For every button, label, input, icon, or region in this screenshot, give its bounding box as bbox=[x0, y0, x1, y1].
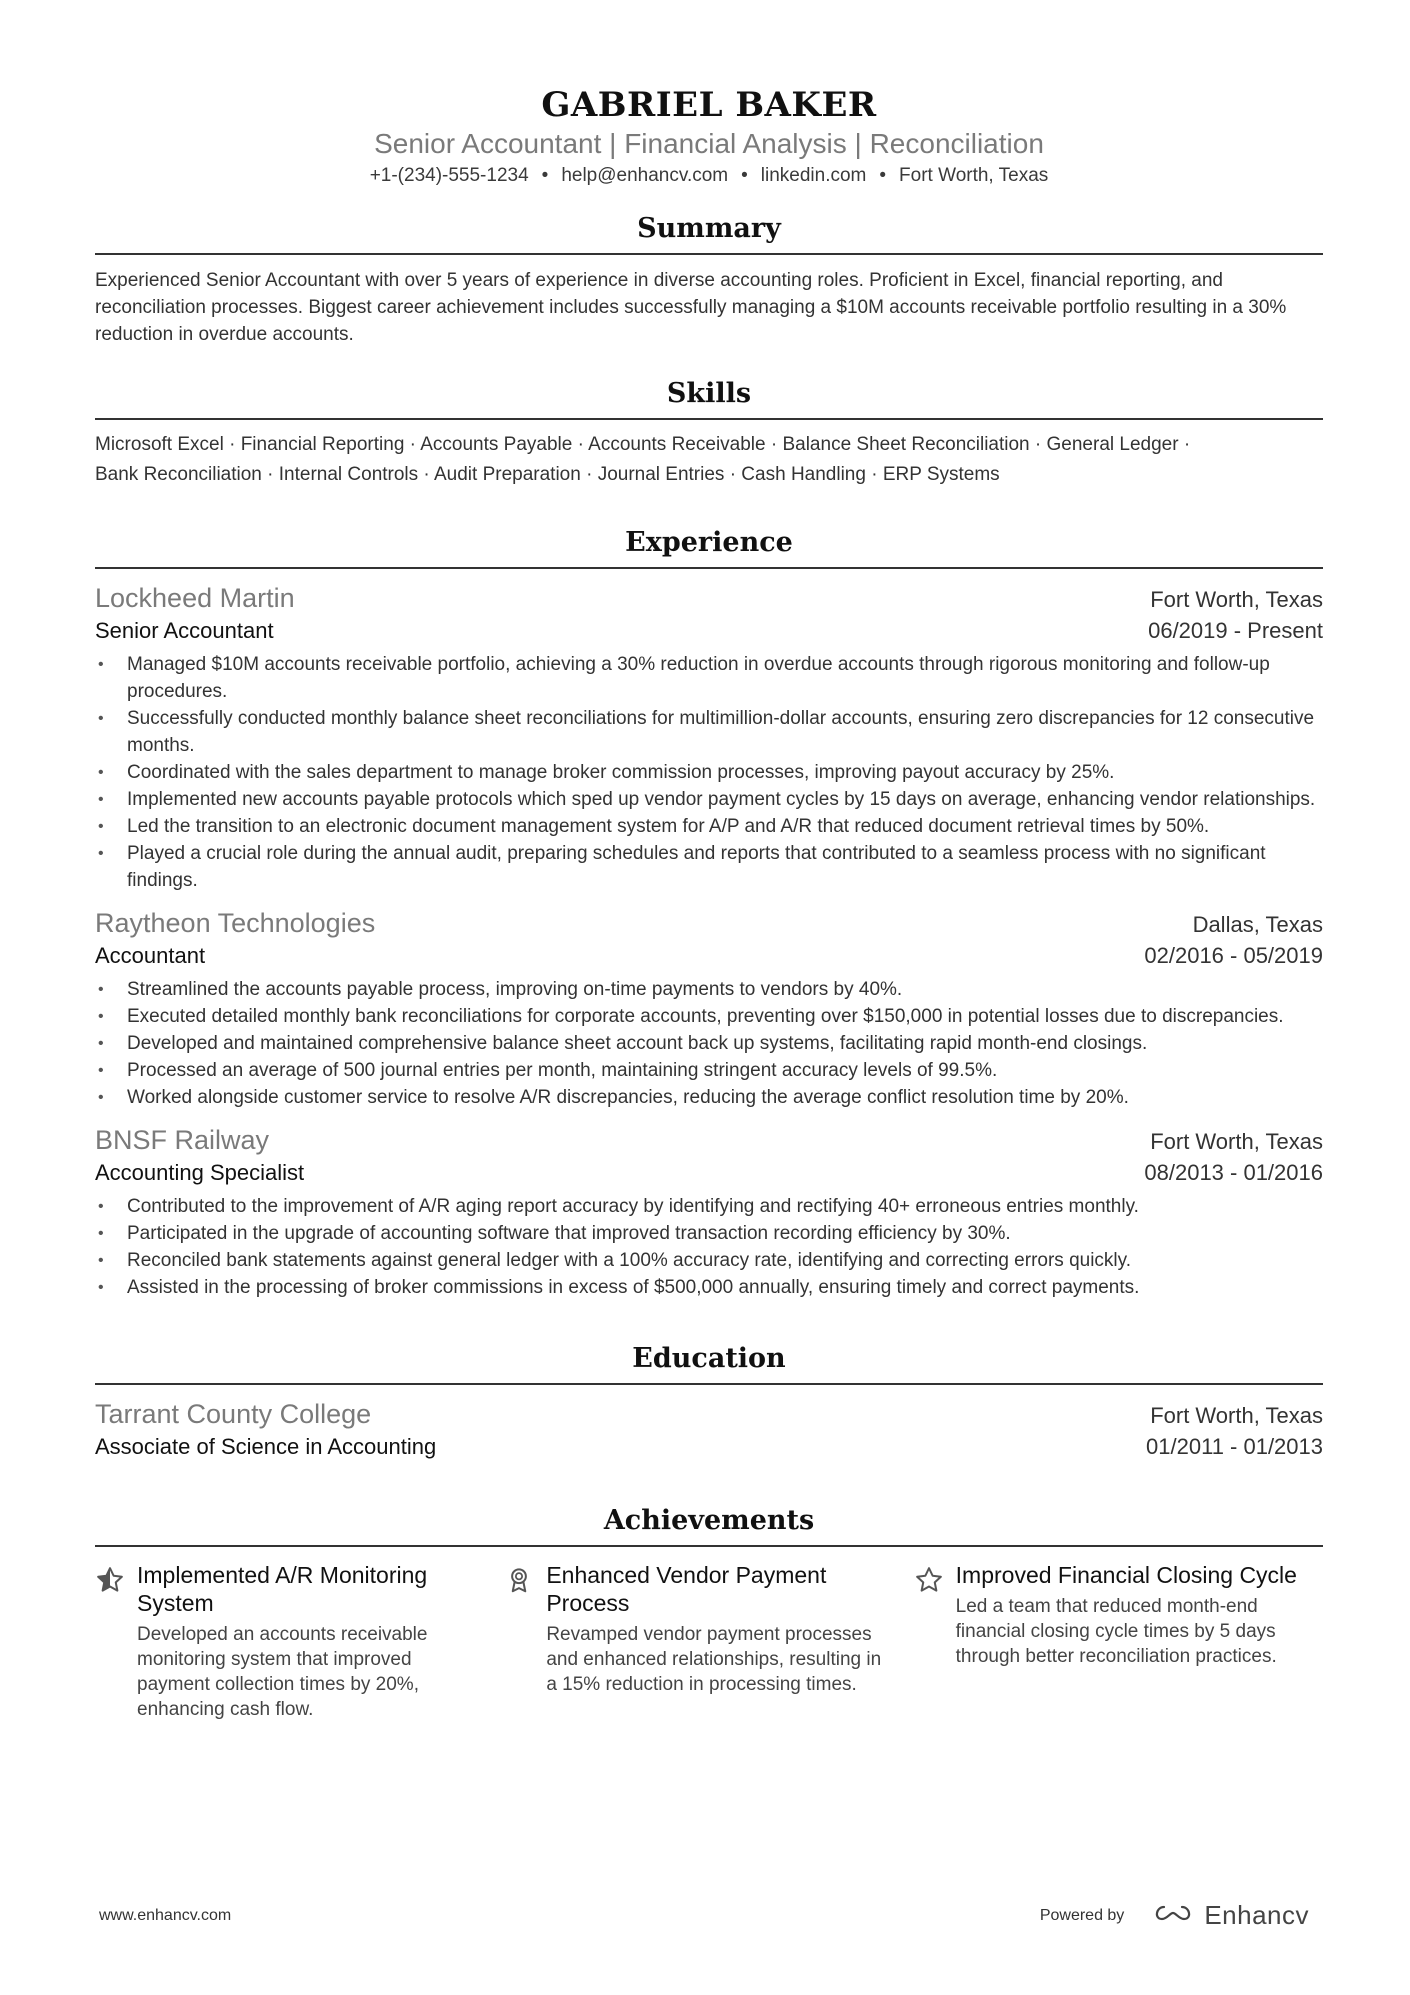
skills-line: Microsoft Excel · Financial Reporting · Accounts Payable · Accounts Receivable · Balance Sheet Reconciliation · General Ledger · bbox=[95, 434, 1191, 455]
award-icon bbox=[504, 1561, 546, 1722]
bullet-item: • Led the transition to an electronic document management system for A/P and A/R that reduced document retrieval times by 50%. bbox=[95, 813, 1323, 840]
contact-linkedin[interactable]: linkedin.com bbox=[760, 165, 867, 186]
job-dates: 06/2019 - Present bbox=[1148, 618, 1323, 643]
contact-line bbox=[95, 162, 1323, 190]
candidate-name: GABRIEL BAKER bbox=[541, 85, 877, 125]
bullet-item: • Worked alongside customer service to resolve A/R discrepancies, reducing the average conflict resolution time by 20%. bbox=[95, 1084, 1323, 1111]
resume-header bbox=[95, 0, 1323, 190]
achievement-description: Developed an accounts receivable monitoring system that improved payment collection times by 20%, enhancing cash flow. bbox=[137, 1624, 428, 1720]
company-name: BNSF Railway bbox=[95, 1125, 270, 1155]
job-bullets bbox=[95, 1193, 1323, 1301]
bullet-item: • Streamlined the accounts payable process, improving on-time payments to vendors by 40%. bbox=[95, 976, 1323, 1003]
resume-page bbox=[95, 0, 1323, 1722]
job-dates: 02/2016 - 05/2019 bbox=[1144, 943, 1323, 968]
bullet-item: • Implemented new accounts payable protocols which sped up vendor payment cycles by 15 days on average, enhancing vendor relationships. bbox=[95, 786, 1323, 813]
school-name: Tarrant County College bbox=[95, 1399, 372, 1429]
job-location: Fort Worth, Texas bbox=[1150, 587, 1323, 612]
bullet-separator: • bbox=[879, 165, 887, 186]
education-entry bbox=[95, 1397, 1323, 1463]
achievement-title: Enhanced Vendor Payment Process bbox=[546, 1562, 827, 1616]
bullet-item: • Contributed to the improvement of A/R aging report accuracy by identifying and rectifying 40+ erroneous entries monthly. bbox=[95, 1193, 1323, 1220]
job-entry bbox=[95, 581, 1323, 894]
achievement-item bbox=[914, 1561, 1323, 1722]
job-title: Accounting Specialist bbox=[95, 1160, 305, 1185]
skills-line: Bank Reconciliation · Internal Controls · Audit Preparation · Journal Entries · Cash Handling · ERP Systems bbox=[95, 464, 1000, 485]
contact-location: Fort Worth, Texas bbox=[899, 165, 1049, 186]
footer-website-link[interactable]: www.enhancv.com bbox=[99, 1906, 232, 1924]
job-entry bbox=[95, 906, 1323, 1111]
company-name: Lockheed Martin bbox=[95, 583, 295, 613]
achievement-description: Led a team that reduced month-end financial closing cycle times by 5 days through better reconciliation practices. bbox=[955, 1596, 1277, 1667]
school-location: Fort Worth, Texas bbox=[1150, 1403, 1323, 1428]
achievement-title: Improved Financial Closing Cycle bbox=[955, 1562, 1297, 1588]
achievements-section bbox=[95, 1501, 1323, 1722]
education-section bbox=[95, 1339, 1323, 1463]
footer-branding bbox=[1040, 1900, 1309, 1931]
brand-name[interactable]: Enhancv bbox=[1204, 1900, 1309, 1930]
experience-section bbox=[95, 523, 1323, 1301]
bullet-item: • Played a crucial role during the annual audit, preparing schedules and reports that contributed to a seamless process with no significant findings. bbox=[95, 840, 1323, 894]
achievements-list bbox=[95, 1561, 1323, 1722]
job-location: Fort Worth, Texas bbox=[1150, 1129, 1323, 1154]
summary-text: Experienced Senior Accountant with over 5 years of experience in diverse accounting roles. Proficient in Excel, financial reporting, and reconciliation processes. Biggest career achievement includes successfully managing a $10M accounts receivable portfolio resulting in a 30% reduction in overdue accounts. bbox=[95, 270, 1287, 345]
candidate-headline: Senior Accountant | Financial Analysis | Reconciliation bbox=[374, 128, 1044, 159]
degree-title: Associate of Science in Accounting bbox=[95, 1434, 437, 1459]
bullet-item: • Coordinated with the sales department to manage broker commission processes, improving payout accuracy by 25%. bbox=[95, 759, 1323, 786]
bullet-separator: • bbox=[741, 165, 748, 186]
section-title-summary: Summary bbox=[95, 209, 1323, 255]
job-title: Senior Accountant bbox=[95, 618, 274, 643]
job-dates: 08/2013 - 01/2016 bbox=[1144, 1160, 1323, 1185]
achievement-item bbox=[95, 1561, 504, 1722]
company-name: Raytheon Technologies bbox=[95, 908, 376, 938]
job-bullets bbox=[95, 651, 1323, 894]
bullet-item: • Participated in the upgrade of accounting software that improved transaction recording efficiency by 30%. bbox=[95, 1220, 1323, 1247]
contact-phone[interactable]: +1-(234)-555-1234 bbox=[369, 165, 529, 186]
powered-by-label: Powered by bbox=[1039, 1906, 1125, 1924]
section-title-education: Education bbox=[95, 1339, 1323, 1385]
star-half-icon bbox=[95, 1561, 137, 1722]
bullet-item: • Assisted in the processing of broker commissions in excess of $500,000 annually, ensuring timely and correct payments. bbox=[95, 1274, 1323, 1301]
bullet-item: • Successfully conducted monthly balance sheet reconciliations for multimillion-dollar accounts, ensuring zero discrepancies for 12 consecutive months. bbox=[95, 705, 1323, 759]
skills-section bbox=[95, 374, 1323, 490]
section-title-achievements: Achievements bbox=[95, 1501, 1323, 1547]
job-location: Dallas, Texas bbox=[1192, 912, 1323, 937]
section-title-experience: Experience bbox=[95, 523, 1323, 569]
job-entry bbox=[95, 1123, 1323, 1301]
skills-list bbox=[95, 430, 1323, 490]
bullet-item: • Processed an average of 500 journal entries per month, maintaining stringent accuracy levels of 99.5%. bbox=[95, 1057, 1323, 1084]
contact-email[interactable]: help@enhancv.com bbox=[561, 165, 729, 186]
bullet-item: • Developed and maintained comprehensive balance sheet account back up systems, facilitating rapid month-end closings. bbox=[95, 1030, 1323, 1057]
bullet-item: • Reconciled bank statements against general ledger with a 100% accuracy rate, identifying and correcting errors quickly. bbox=[95, 1247, 1323, 1274]
achievement-description: Revamped vendor payment processes and enhanced relationships, resulting in a 15% reduction in processing times. bbox=[546, 1624, 882, 1695]
job-title: Accountant bbox=[95, 943, 206, 968]
enhancv-logo-icon bbox=[1150, 1901, 1196, 1930]
bullet-item: • Executed detailed monthly bank reconciliations for corporate accounts, preventing over $150,000 in potential losses due to discrepancies. bbox=[95, 1003, 1323, 1030]
page-footer bbox=[95, 1900, 1323, 1931]
section-title-skills: Skills bbox=[95, 374, 1323, 420]
achievement-title: Implemented A/R Monitoring System bbox=[137, 1562, 428, 1616]
star-outline-icon bbox=[914, 1561, 956, 1722]
summary-section bbox=[95, 209, 1323, 348]
achievement-item bbox=[504, 1561, 913, 1722]
bullet-separator: • bbox=[541, 165, 549, 186]
job-bullets bbox=[95, 976, 1323, 1111]
education-dates: 01/2011 - 01/2013 bbox=[1146, 1434, 1323, 1459]
bullet-item: • Managed $10M accounts receivable portfolio, achieving a 30% reduction in overdue accounts through rigorous monitoring and follow-up procedures. bbox=[95, 651, 1323, 705]
